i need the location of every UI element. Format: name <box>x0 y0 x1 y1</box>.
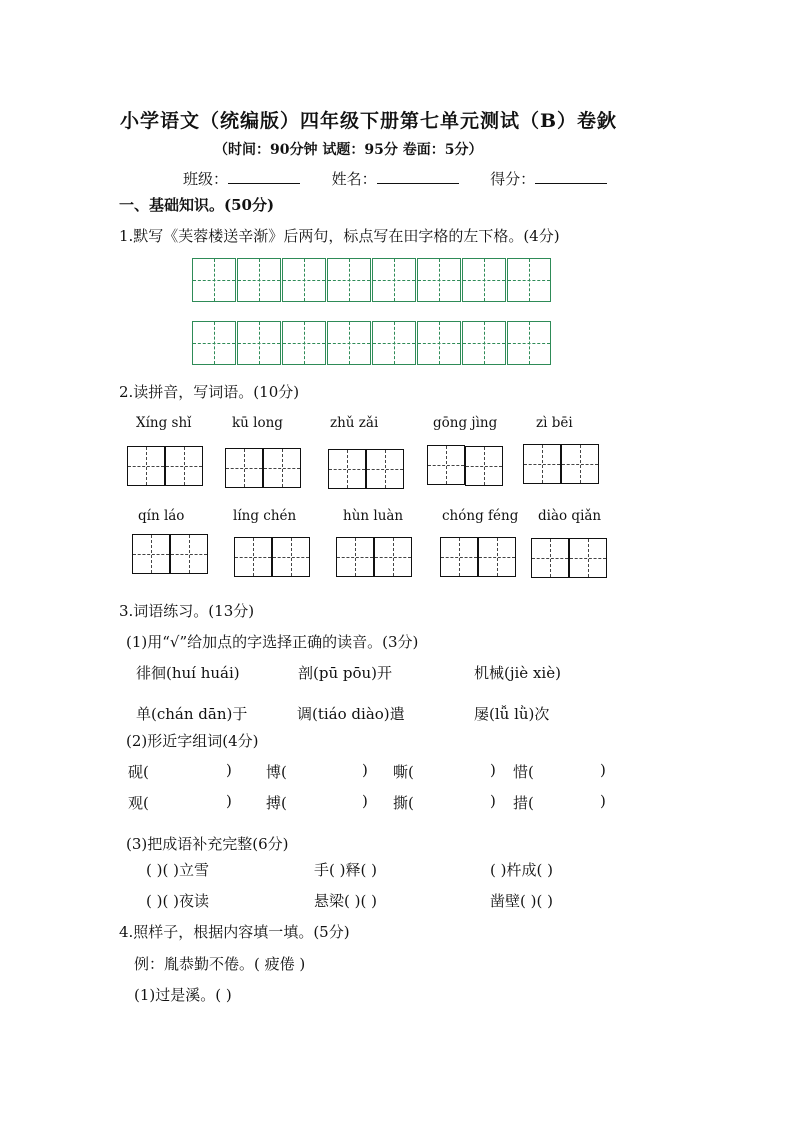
grid-cell[interactable] <box>237 258 281 302</box>
answer-box[interactable] <box>132 534 170 574</box>
reading-choice[interactable]: 屡(lǚ lǜ)次 <box>474 705 550 723</box>
answer-box[interactable] <box>328 449 366 489</box>
char-prefix: 砚( <box>128 763 149 781</box>
grid-cell[interactable] <box>372 321 416 365</box>
grid-cell[interactable] <box>462 321 506 365</box>
answer-box[interactable] <box>336 537 374 577</box>
question-1: 1.默写《芙蓉楼送辛渐》后两句，标点写在田字格的左下格。(4分) <box>119 227 560 245</box>
score-label: 得分： <box>490 170 536 188</box>
answer-box[interactable] <box>465 446 503 486</box>
grid-cell[interactable] <box>192 258 236 302</box>
answer-box[interactable] <box>234 537 272 577</box>
char-prefix: 博( <box>266 763 287 781</box>
char-suffix: ) <box>600 792 606 810</box>
reading-choice[interactable]: 剖(pū pōu)开 <box>298 664 393 682</box>
exam-meta: （时间：90分钟 试题：95分 卷面：5分） <box>214 142 483 158</box>
char-prefix: 措( <box>513 794 534 812</box>
answer-box[interactable] <box>531 538 569 578</box>
char-suffix: ) <box>226 761 232 779</box>
grid-cell[interactable] <box>282 258 326 302</box>
grid-cell[interactable] <box>327 321 371 365</box>
grid-cell[interactable] <box>417 258 461 302</box>
grid-cell[interactable] <box>282 321 326 365</box>
answer-box[interactable] <box>127 446 165 486</box>
section-1-heading: 一、基础知识。(50分) <box>119 196 275 214</box>
char-suffix: ) <box>490 792 496 810</box>
pinyin-label: hùn luàn <box>343 508 404 524</box>
char-prefix: 惜( <box>513 763 534 781</box>
pinyin-label: diào qiǎn <box>538 508 602 524</box>
pinyin-label: qín láo <box>138 508 185 524</box>
pinyin-label: zì bēi <box>536 415 573 431</box>
grid-cell[interactable] <box>507 258 551 302</box>
char-suffix: ) <box>362 761 368 779</box>
reading-choice[interactable]: 机械(jiè xiè) <box>474 664 561 682</box>
answer-box[interactable] <box>440 537 478 577</box>
grid-cell[interactable] <box>507 321 551 365</box>
char-prefix: 搏( <box>266 794 287 812</box>
student-info <box>183 168 607 189</box>
answer-box[interactable] <box>569 538 607 578</box>
idiom-blank[interactable]: ( )杵成( ) <box>490 861 553 879</box>
pinyin-label: líng chén <box>233 508 297 524</box>
idiom-blank[interactable]: ( )( )立雪 <box>146 861 209 879</box>
question-3-3: (3)把成语补充完整(6分) <box>126 835 289 853</box>
question-3-2: (2)形近字组词(4分) <box>126 732 259 750</box>
char-prefix: 撕( <box>393 794 414 812</box>
reading-choice[interactable]: 徘徊(huí huái) <box>136 664 240 682</box>
answer-box[interactable] <box>165 446 203 486</box>
answer-box[interactable] <box>427 445 465 485</box>
grid-cell[interactable] <box>192 321 236 365</box>
char-suffix: ) <box>490 761 496 779</box>
answer-box[interactable] <box>374 537 412 577</box>
answer-box[interactable] <box>263 448 301 488</box>
page-title: 小学语文（统编版）四年级下册第七单元测试（B）卷鈥 <box>120 110 618 132</box>
pinyin-label: gōng jìng <box>433 415 498 431</box>
answer-box[interactable] <box>225 448 263 488</box>
grid-cell[interactable] <box>237 321 281 365</box>
class-blank[interactable] <box>228 169 300 184</box>
reading-choice[interactable]: 调(tiáo diào)遣 <box>297 705 405 723</box>
answer-box[interactable] <box>272 537 310 577</box>
question-4-example: 例：胤恭勤不倦。( 疲倦 ) <box>134 955 306 973</box>
grid-cell[interactable] <box>372 258 416 302</box>
pinyin-label: zhǔ zǎi <box>330 415 379 431</box>
grid-cell[interactable] <box>462 258 506 302</box>
name-blank[interactable] <box>377 169 459 184</box>
answer-box[interactable] <box>478 537 516 577</box>
char-suffix: ) <box>226 792 232 810</box>
char-suffix: ) <box>600 761 606 779</box>
question-3-1: (1)用“√”给加点的字选择正确的读音。(3分) <box>126 633 419 651</box>
idiom-blank[interactable]: 手( )释( ) <box>314 861 377 879</box>
answer-box[interactable] <box>366 449 404 489</box>
idiom-blank[interactable]: 凿壁( )( ) <box>490 892 553 910</box>
grid-cell[interactable] <box>417 321 461 365</box>
question-4: 4.照样子，根据内容填一填。(5分) <box>119 923 350 941</box>
reading-choice[interactable]: 单(chán dān)于 <box>136 705 248 723</box>
idiom-blank[interactable]: 悬梁( )( ) <box>314 892 377 910</box>
pinyin-label: kū long <box>232 415 283 431</box>
question-4-1[interactable]: (1)过是溪。( ) <box>134 986 232 1004</box>
name-label: 姓名： <box>331 170 377 188</box>
question-3: 3.词语练习。(13分) <box>119 602 255 620</box>
question-2: 2.读拼音，写词语。(10分) <box>119 383 300 401</box>
char-prefix: 观( <box>128 794 149 812</box>
score-blank[interactable] <box>535 169 607 184</box>
pinyin-label: Xíng shǐ <box>136 415 192 431</box>
pinyin-label: chóng féng <box>442 508 519 524</box>
answer-box[interactable] <box>523 444 561 484</box>
grid-cell[interactable] <box>327 258 371 302</box>
char-prefix: 嘶( <box>393 763 414 781</box>
idiom-blank[interactable]: ( )( )夜读 <box>146 892 209 910</box>
char-suffix: ) <box>362 792 368 810</box>
answer-box[interactable] <box>170 534 208 574</box>
answer-box[interactable] <box>561 444 599 484</box>
class-label: 班级： <box>183 170 229 188</box>
